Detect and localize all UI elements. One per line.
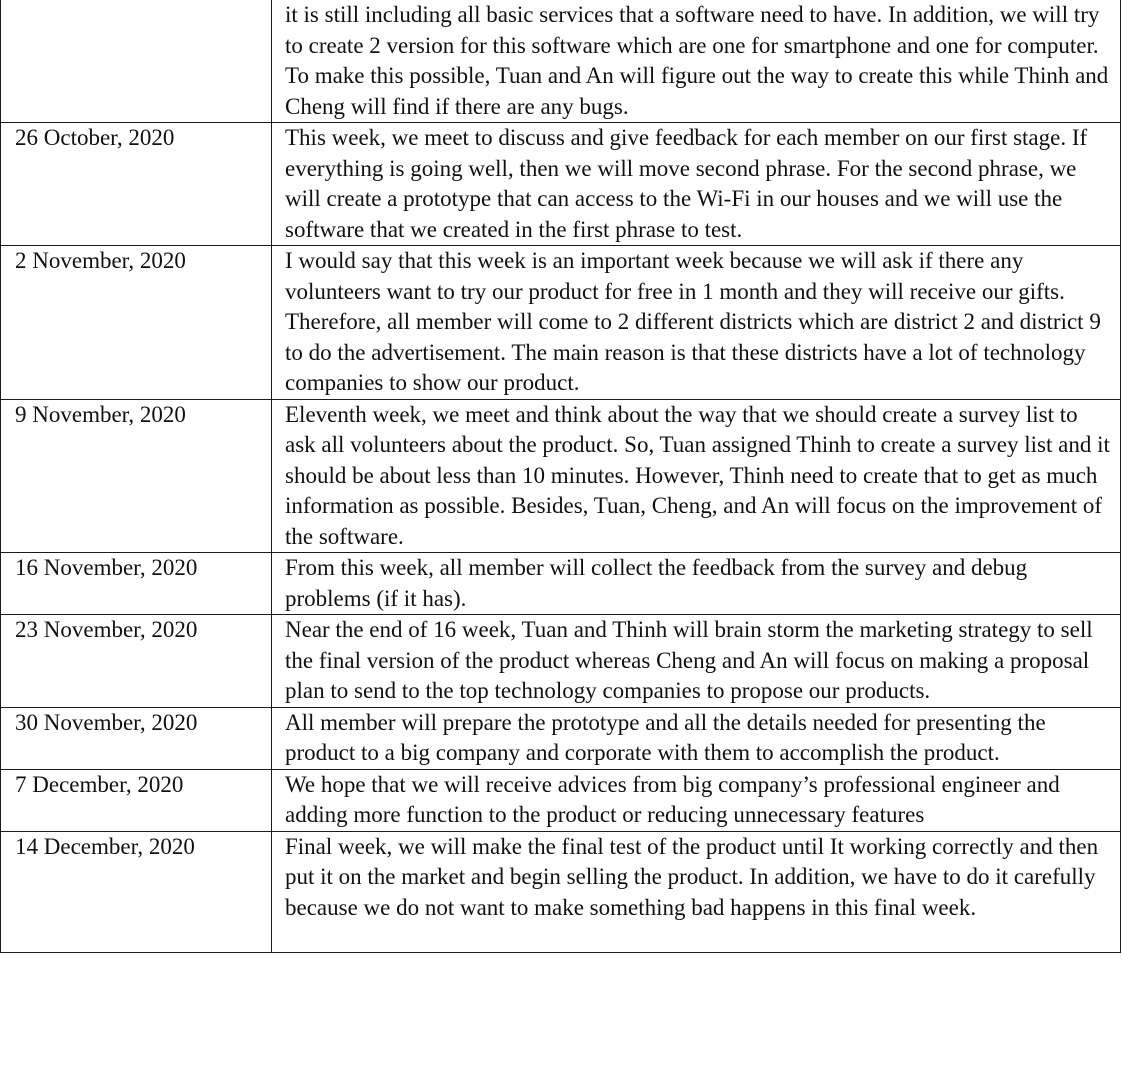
table-row [1,615,1121,708]
table-row [1,246,1121,400]
description-cell: I would say that this week is an important week because we will ask if there any volunteers want to try our product for free in 1 month and they will receive our gifts. Therefore, all member will come to 2 different districts which are district 2 and district 9 to do the advertisement. The main reason is that these districts have a lot of technology companies to show our product. [272,246,1121,400]
date-cell: 7 December, 2020 [1,769,272,831]
date-cell: 16 November, 2020 [1,553,272,615]
description-cell: We hope that we will receive advices from big company’s professional engineer and adding more function to the product or reducing unnecessary features [272,769,1121,831]
date-cell [1,0,272,123]
description-cell: From this week, all member will collect the feedback from the survey and debug problems (if it has). [272,553,1121,615]
table-row [1,123,1121,246]
table-row [1,769,1121,831]
date-cell: 14 December, 2020 [1,831,272,952]
date-cell: 26 October, 2020 [1,123,272,246]
description-cell: All member will prepare the prototype and all the details needed for presenting the product to a big company and corporate with them to accomplish the product. [272,707,1121,769]
description-cell: Near the end of 16 week, Tuan and Thinh will brain storm the marketing strategy to sell the final version of the product whereas Cheng and An will focus on making a proposal plan to send to the top technology companies to propose our products. [272,615,1121,708]
table-row [1,553,1121,615]
date-cell: 9 November, 2020 [1,399,272,553]
table-row [1,831,1121,952]
table-row [1,707,1121,769]
description-cell: it is still including all basic services that a software need to have. In addition, we will try to create 2 version for this software which are one for smartphone and one for computer. To make this possible, Tuan and An will figure out the way to create this while Thinh and Cheng will find if there are any bugs. [272,0,1121,123]
table-row [1,399,1121,553]
description-cell: Eleventh week, we meet and think about the way that we should create a survey list to ask all volunteers about the product. So, Tuan assigned Thinh to create a survey list and it should be about less than 10 minutes. However, Thinh need to create that to get as much information as possible. Besides, Tuan, Cheng, and An will focus on the improvement of the software. [272,399,1121,553]
description-cell: This week, we meet to discuss and give feedback for each member on our first stage. If everything is going well, then we will move second phrase. For the second phrase, we will create a prototype that can access to the Wi-Fi in our houses and we will use the software that we created in the first phrase to test. [272,123,1121,246]
description-cell: Final week, we will make the final test of the product until It working correctly and then put it on the market and begin selling the product. In addition, we have to do it carefully because we do not want to make something bad happens in this final week. [272,831,1121,952]
table-row [1,0,1121,123]
date-cell: 23 November, 2020 [1,615,272,708]
date-cell: 2 November, 2020 [1,246,272,400]
date-cell: 30 November, 2020 [1,707,272,769]
